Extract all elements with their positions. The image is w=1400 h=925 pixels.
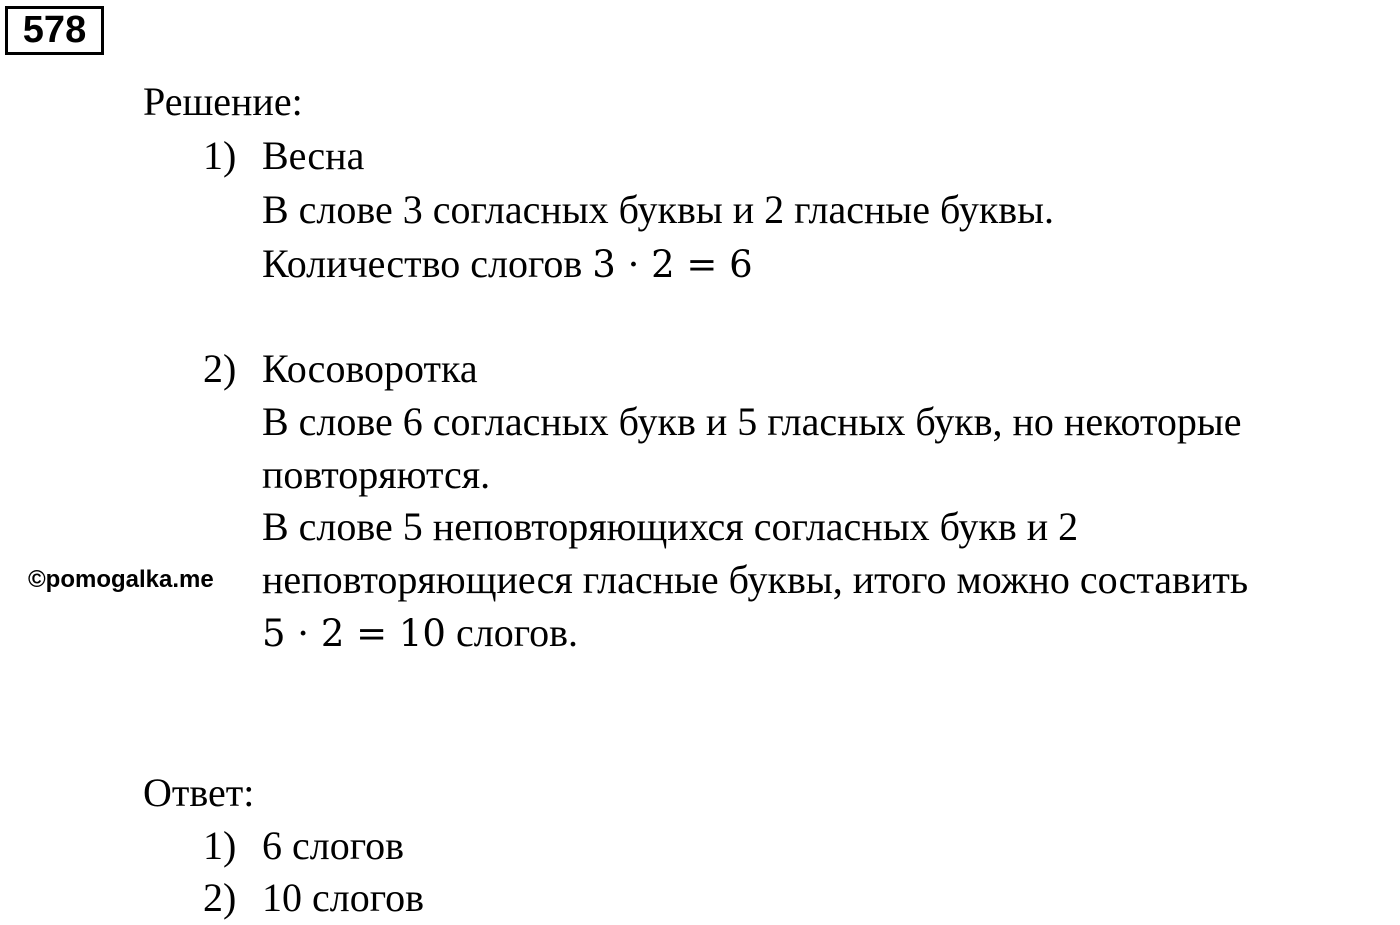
answer-item-1-text: 6 слогов [262,823,405,868]
problem-number: 578 [5,6,104,55]
solution-item-2-formula: 5 · 2 = 10 [262,612,446,655]
solution-item-2-line-4: неповторяющиеся гласные буквы, итого можно составить [262,557,1249,602]
answer-heading: Ответ: [143,770,255,815]
solution-item-1-number: 1) [203,133,237,178]
solution-item-2-line-1: В слове 6 согласных букв и 5 гласных букв, но некоторые [262,399,1242,444]
solution-item-1-count [262,238,753,291]
answer-item-1-number: 1) [203,823,237,868]
solution-item-2-word: Косоворотка [262,346,478,391]
solution-item-2-formula-line [262,607,578,660]
solution-item-2-line-2: повторяются. [262,452,491,497]
solution-item-2-formula-suffix: слогов. [445,610,578,655]
solution-item-1-word: Весна [262,133,365,178]
solution-item-1-count-prefix: Количество слогов [262,241,593,286]
watermark: ©pomogalka.me [28,566,214,593]
solution-item-1-text: В слове 3 согласных буквы и 2 гласные буквы. [262,187,1055,232]
solution-item-1-count-formula: 3 · 2 = 6 [592,243,753,286]
answer-item-2-text: 10 слогов [262,875,425,920]
answer-item-2-number: 2) [203,875,237,920]
solution-item-2-line-3: В слове 5 неповторяющихся согласных букв и 2 [262,504,1079,549]
solution-heading: Решение: [143,79,303,124]
solution-item-2-number: 2) [203,346,237,391]
